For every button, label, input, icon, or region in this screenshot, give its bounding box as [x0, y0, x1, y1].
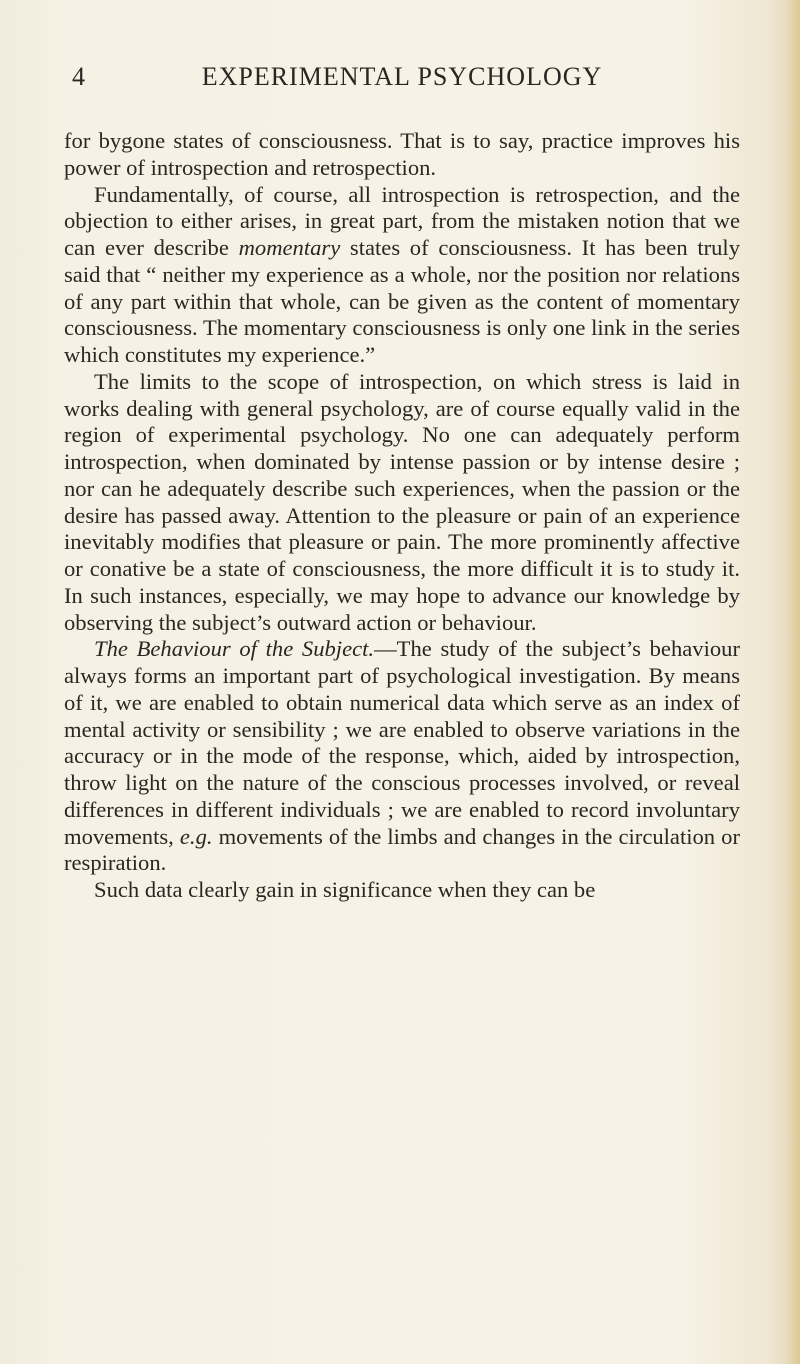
paragraph-4-text-after: movements of the limbs and changes in the circulation or respiration. — [64, 823, 740, 876]
section-title: The Behaviour of the Subject. — [94, 636, 375, 662]
page-number: 4 — [72, 62, 85, 91]
paragraph-3-text: The limits to the scope of introspection, on which stress is laid in works dealing with general psychology, are of course equally valid in the region of experimental psychology. No one can adequately perform introspection, when dominated by intense passion or by intense desire ; nor can he adequately describe such experiences, when the passion or the desire has passed away. Attention to the pleasure or pain of an experience inevitably modifies that pleasure or pain. The more prominently affective or conative be a state of consciousness, the more difficult it is to study it. In such instances, especially, we may hope to advance our knowledge by observing the subject’s outward action or behaviour. — [64, 368, 740, 635]
paragraph-2 — [64, 182, 740, 369]
paragraph-5 — [64, 877, 740, 904]
paragraph-3 — [64, 369, 740, 637]
paragraph-1-text: for bygone states of consciousness. That is to say, practice improves his power of introspection and retrospection. — [64, 128, 740, 180]
running-head: EXPERIMENTAL PSYCHOLOGY — [201, 62, 603, 91]
paragraph-4-text: —The study of the subject’s behaviour always forms an important part of psychological investigation. By means of it, we are enabled to obtain numerical data which serve as an index of mental activity or sensibility ; we are enabled to observe variations in the accuracy or in the mode of the response, which, aided by introspection, throw light on the nature of the conscious processes involved, or reveal differences in different individuals ; we are enabled to record involuntary movements, — [64, 636, 740, 849]
paragraph-2-emphasis: momentary — [238, 235, 341, 260]
page-header — [72, 62, 732, 102]
page-edge-shadow — [786, 0, 800, 1364]
paragraph-2-text-after: states of consciousness. It has been truly said that “ neither my experience as a whole, nor the position nor relations of any part within that whole, can be given as the content of momentary consciousness. The momentary consciousness is only one link in the series which constitutes my experience.” — [64, 235, 740, 367]
paragraph-4-emphasis: e.g. — [179, 823, 213, 849]
paragraph-2-text: Fundamentally, of course, all introspection is retrospection, and the objection to either arises, in great part, from the mistaken notion that we can ever describe — [64, 181, 740, 260]
paragraph-5-text: Such data clearly gain in significance when they can be — [94, 877, 596, 902]
paragraph-4 — [64, 636, 740, 877]
body-text — [64, 128, 740, 904]
paragraph-1 — [64, 128, 740, 182]
